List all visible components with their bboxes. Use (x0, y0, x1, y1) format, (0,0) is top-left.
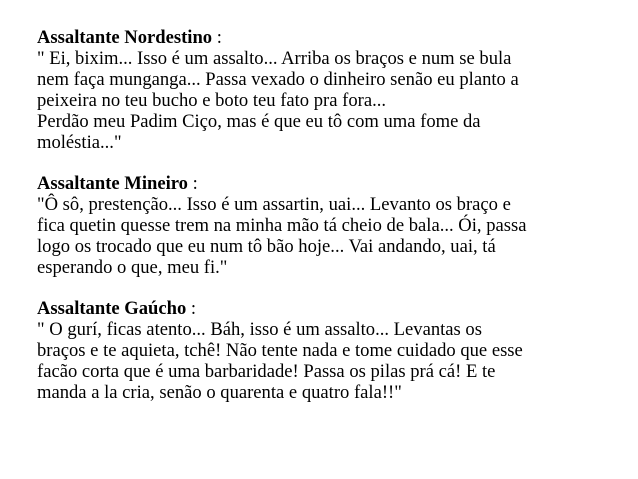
title-separator: : (212, 27, 222, 48)
body-line: moléstia..." (37, 132, 122, 153)
body-line: facão corta que é uma barbaridade! Passa os pilas prá cá! E te (37, 361, 496, 382)
text-block-mineiro (37, 173, 627, 278)
text-block-nordestino (37, 27, 627, 153)
body-line: fica quetin quesse trem na minha mão tá cheio de bala... Ói, passa (37, 215, 527, 236)
block-heading (37, 173, 627, 194)
body-line: "Ô sô, prestenção... Isso é um assartin, uai... Levanto os braço e (37, 194, 511, 215)
body-line: nem faça munganga... Passa vexado o dinheiro senão eu planto a (37, 69, 519, 90)
body-line: " Ei, bixim... Isso é um assalto... Arriba os braços e num se bula (37, 48, 512, 69)
block-title: Assaltante Gaúcho (37, 298, 187, 319)
body-line: " O gurí, ficas atento... Báh, isso é um assalto... Levantas os (37, 319, 482, 340)
body-line: manda a la cria, senão o quarenta e quatro fala!!" (37, 382, 402, 403)
block-heading (37, 27, 627, 48)
title-separator: : (186, 298, 197, 319)
slide-content (37, 27, 627, 423)
body-line: esperando o que, meu fi." (37, 257, 228, 278)
title-separator: : (187, 173, 198, 194)
block-heading (37, 298, 627, 319)
body-line: Perdão meu Padim Ciço, mas é que eu tô com uma fome da (37, 111, 481, 132)
body-line: braços e te aquieta, tchê! Não tente nada e tome cuidado que esse (37, 340, 523, 361)
body-line: logo os trocado que eu num tô bão hoje... Vai andando, uai, tá (37, 236, 496, 257)
block-title: Assaltante Mineiro (37, 173, 188, 194)
text-block-gaucho (37, 298, 627, 403)
body-line: peixeira no teu bucho e boto teu fato pra fora... (37, 90, 387, 111)
block-title: Assaltante Nordestino (37, 27, 213, 48)
